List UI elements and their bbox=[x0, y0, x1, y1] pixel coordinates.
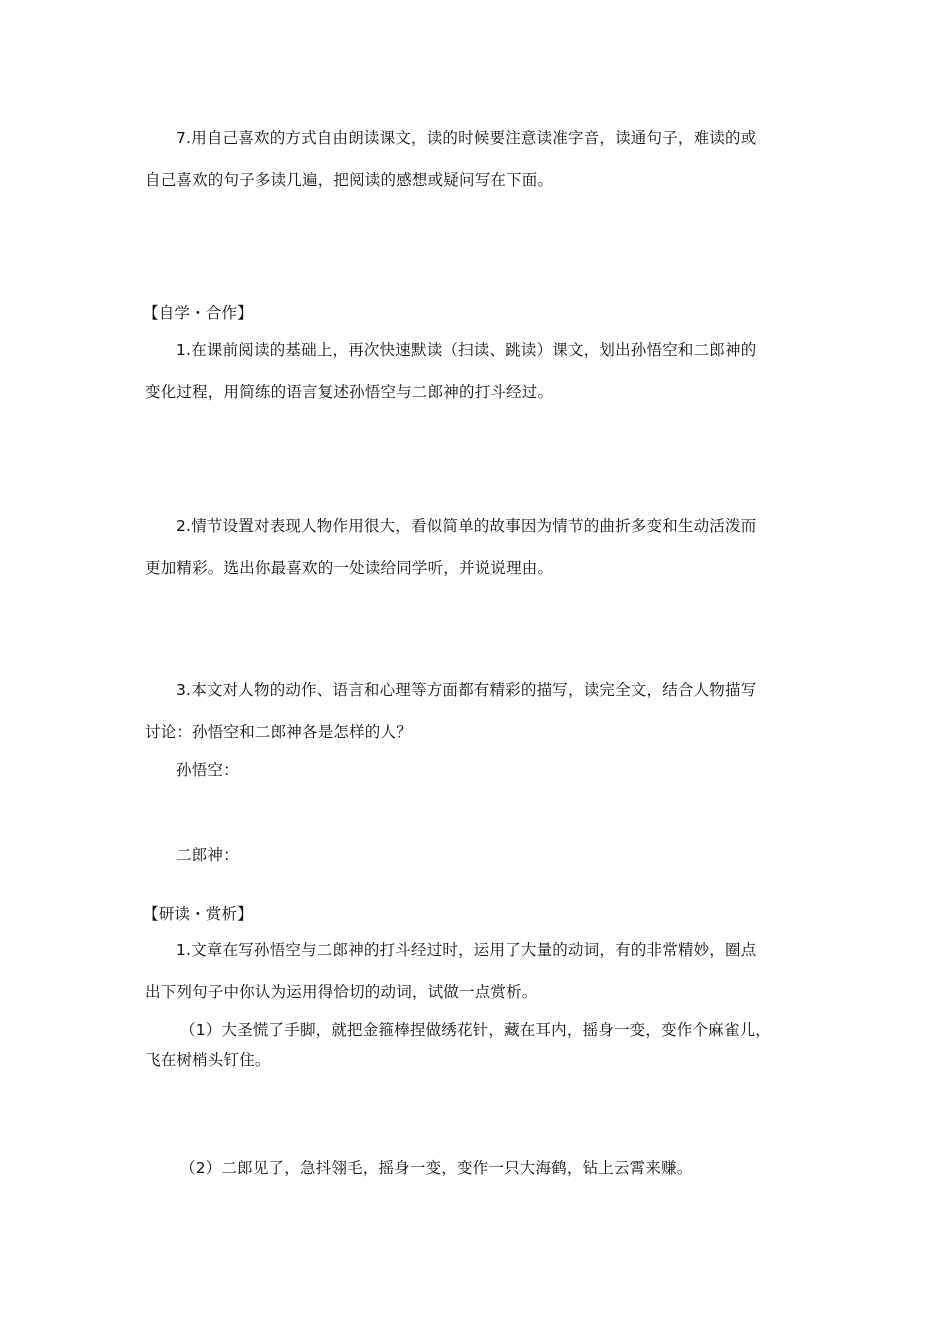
zixue-q1-line2: 变化过程，用简练的语言复述孙悟空与二郎神的打斗经过。 bbox=[145, 383, 554, 401]
yandu-q1-line1: 1.文章在写孙悟空与二郎神的打斗经过时，运用了大量的动词，有的非常精妙，圈点 bbox=[176, 941, 757, 959]
section-heading-zixue: 【自学・合作】 bbox=[143, 304, 253, 322]
zixue-q1-line1: 1.在课前阅读的基础上，再次快速默读（扫读、跳读）课文，划出孙悟空和二郎神的 bbox=[176, 341, 757, 359]
yandu-item1-line1: （1）大圣慌了手脚，就把金箍棒捏做绣花针，藏在耳内，摇身一变，变作个麻雀儿， bbox=[180, 1021, 771, 1039]
yandu-q1-line2: 出下列句子中你认为运用得恰切的动词，试做一点赏析。 bbox=[145, 983, 538, 1001]
section-heading-yandu: 【研读・赏析】 bbox=[143, 905, 253, 923]
yandu-item1-line2: 飞在树梢头钉住。 bbox=[145, 1051, 271, 1069]
zixue-q3-line1: 3.本文对人物的动作、语言和心理等方面都有精彩的描写，读完全文，结合人物描写 bbox=[176, 681, 757, 699]
q7-line1: 7.用自己喜欢的方式自由朗读课文，读的时候要注意读准字音，读通句子，难读的或 bbox=[176, 129, 757, 147]
zixue-q3-line2: 讨论：孙悟空和二郎神各是怎样的人？ bbox=[145, 723, 412, 741]
q7-line2: 自己喜欢的句子多读几遍，把阅读的感想或疑问写在下面。 bbox=[145, 171, 554, 189]
zixue-q2-line1: 2.情节设置对表现人物作用很大，看似简单的故事因为情节的曲折多变和生动活泼而 bbox=[176, 517, 757, 535]
erlangshen-label: 二郎神： bbox=[176, 846, 239, 864]
yandu-item2: （2）二郎见了，急抖翎毛，摇身一变，变作一只大海鹤，钻上云霄来赚。 bbox=[180, 1159, 693, 1177]
sunwukong-label: 孙悟空： bbox=[176, 761, 239, 779]
zixue-q2-line2: 更加精彩。选出你最喜欢的一处读给同学听，并说说理由。 bbox=[145, 559, 554, 577]
